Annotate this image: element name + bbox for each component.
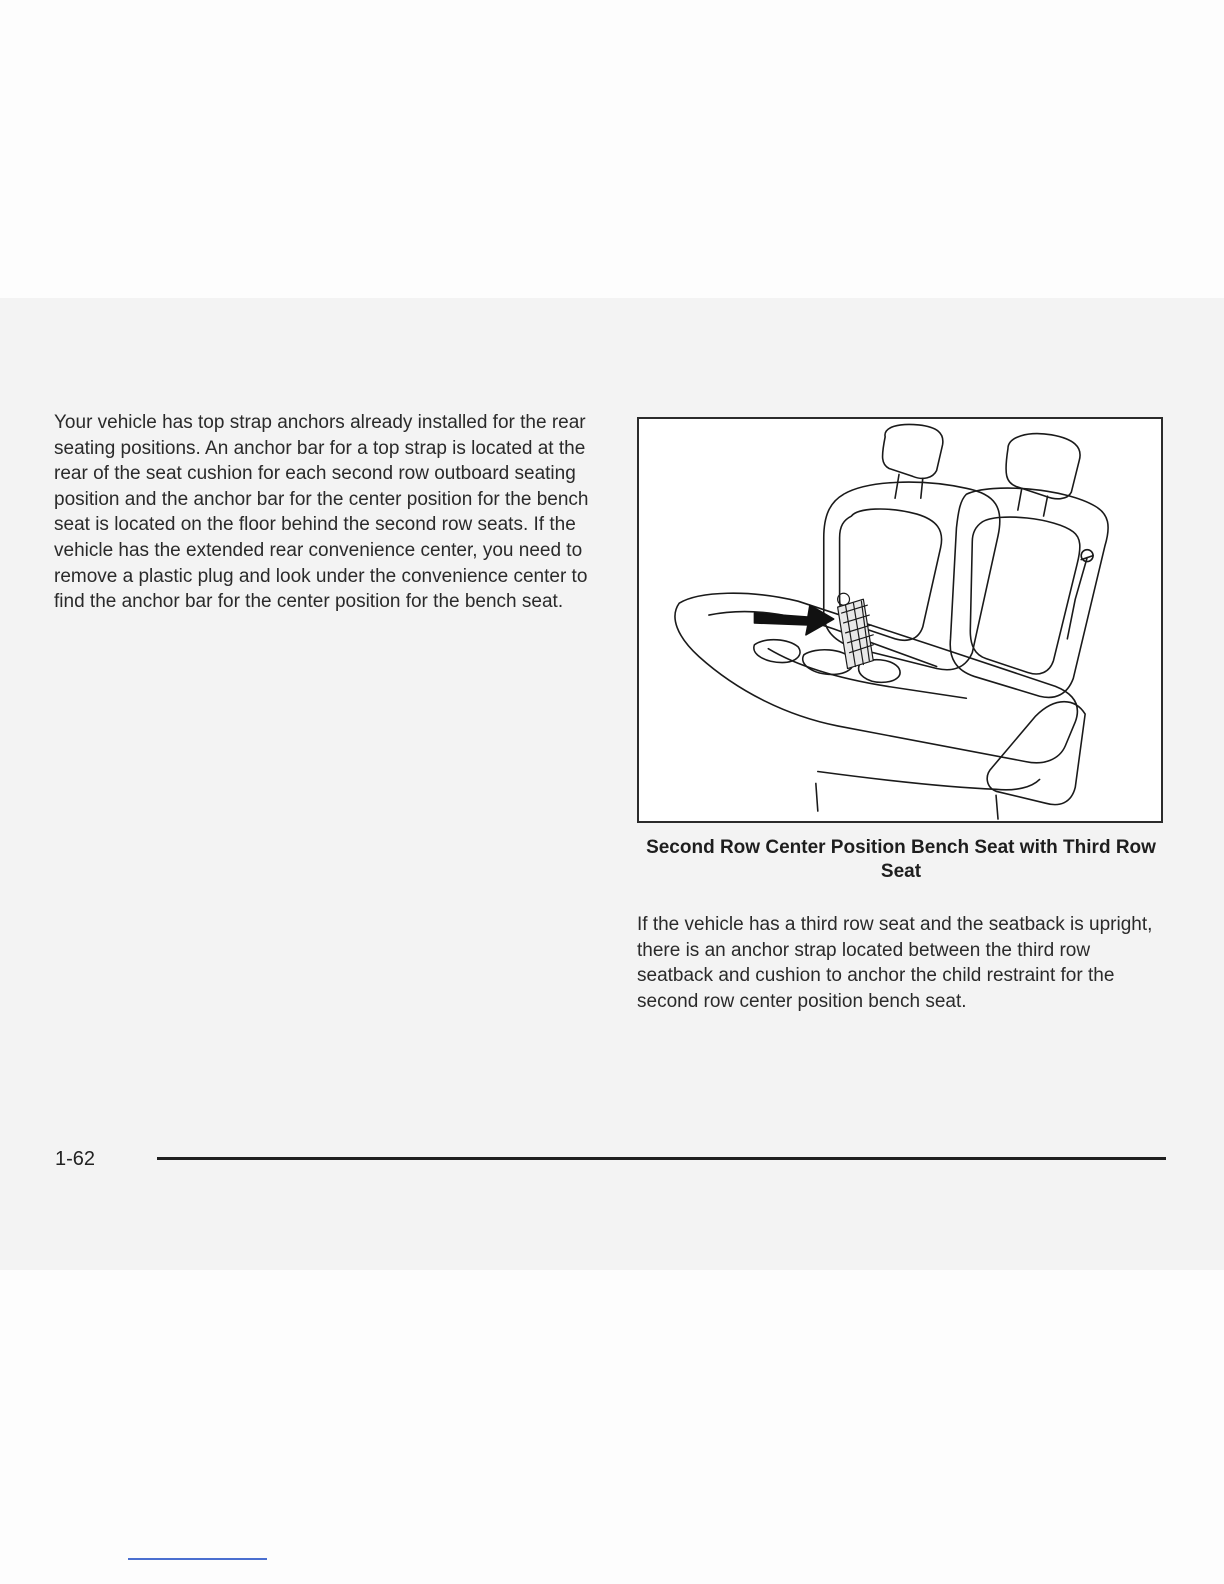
seatbelt	[1067, 556, 1093, 639]
footer-divider	[157, 1157, 1166, 1160]
figure-caption: Second Row Center Position Bench Seat with Third Row Seat	[646, 837, 1156, 882]
page-number: 1-62	[55, 1148, 96, 1170]
link-underline[interactable]	[128, 1558, 267, 1560]
seat-base	[818, 771, 1040, 789]
third-row-paragraph: If the vehicle has a third row seat and the seatback is upright, there is an anchor strap located between the third row seatback and cushion to anchor the child restraint for the second row center position bench seat.	[637, 914, 1153, 1012]
intro-paragraph: Your vehicle has top strap anchors already installed for the rear seating positions. An anchor bar for a top strap is located at the rear of the seat cushion for each second row outboard seating position and the anchor bar for the center position for the bench seat is located on the floor behind the second row seats. If the vehicle has the extended rear convenience center, you need to remove a plastic plug and look under the convenience center to find the anchor bar for the center position for the bench seat.	[54, 412, 589, 613]
seat-illustration-frame	[637, 417, 1163, 823]
anchor-bar	[838, 593, 874, 668]
bench-seat-illustration	[639, 419, 1161, 821]
left-headrest	[883, 424, 943, 478]
right-seatback	[950, 488, 1108, 697]
